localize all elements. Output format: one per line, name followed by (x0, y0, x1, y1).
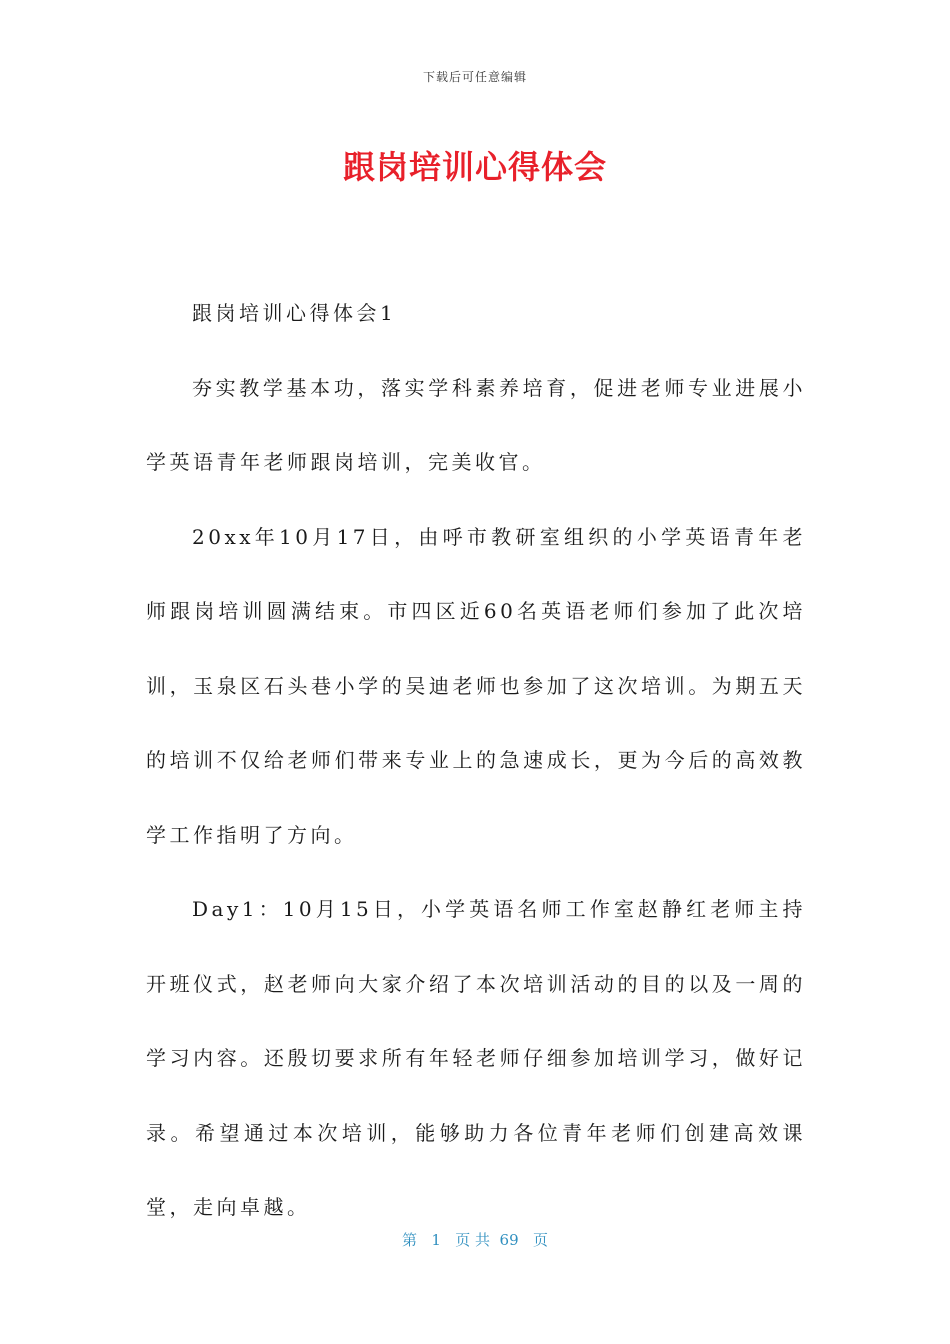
footer-middle: 页 共 (455, 1231, 490, 1249)
paragraph-intro: 夯实教学基本功，落实学科素养培育，促进老师专业进展小学英语青年老师跟岗培训，完美收官。 (146, 375, 806, 474)
footer-prefix: 第 (402, 1231, 418, 1249)
page-footer (0, 1229, 950, 1250)
header-note: 下载后可任意编辑 (422, 70, 527, 84)
paragraph-day1: Day1：10月15日，小学英语名师工作室赵静红老师主持开班仪式，赵老师向大家介绍了本次培训活动的目的以及一周的学习内容。还殷切要求所有年轻老师仔细参加培训学习，做好记录。希望通过本次培训，能够助力各位青年老师们创建高效课堂，走向卓越。 (146, 897, 806, 1219)
document-body (146, 276, 806, 1245)
paragraph-summary: 20xx年10月17日，由呼市教研室组织的小学英语青年老师跟岗培训圆满结束。市四区近60名英语老师们参加了此次培训，玉泉区石头巷小学的吴迪老师也参加了这次培训。为期五天的培训不仅给老师们带来专业上的急速成长，更为今后的高效教学工作指明了方向。 (146, 524, 806, 847)
document-title: 跟岗培训心得体会 (342, 148, 607, 186)
footer-suffix: 页 (532, 1231, 548, 1249)
footer-page-number: 1 (431, 1231, 441, 1249)
section-heading: 跟岗培训心得体会1 (192, 301, 397, 325)
footer-total-pages: 69 (499, 1231, 519, 1249)
